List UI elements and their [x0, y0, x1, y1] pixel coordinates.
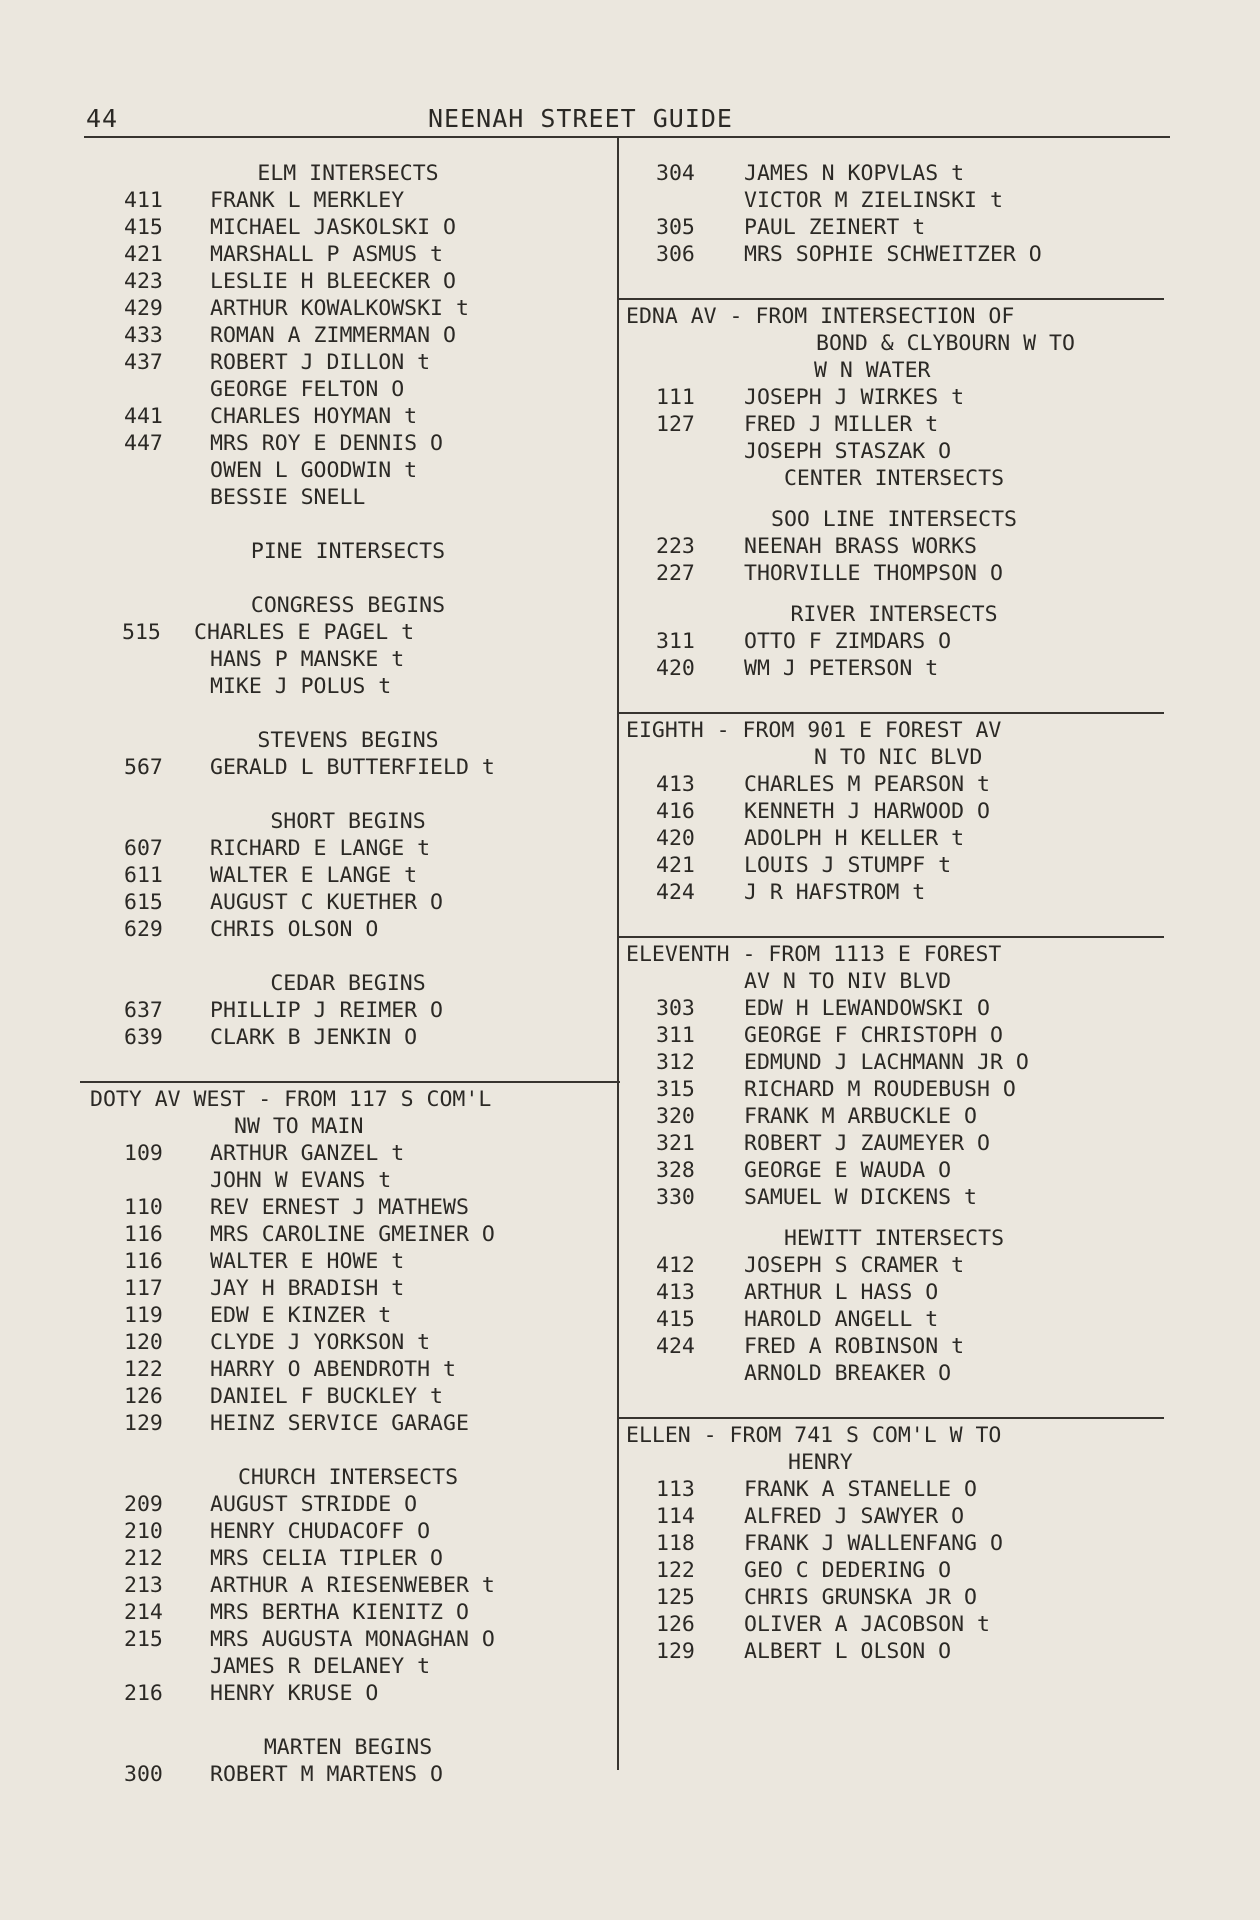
- resident-name: FRANK M ARBUCKLE O: [744, 1104, 977, 1129]
- directory-entry: [84, 1599, 612, 1626]
- resident-name: WM J PETERSON t: [744, 656, 939, 681]
- resident-name: ROBERT J ZAUMEYER O: [744, 1131, 990, 1156]
- house-number: 216: [124, 1681, 163, 1706]
- directory-entry: [624, 879, 1164, 906]
- directory-entry: [84, 1518, 612, 1545]
- spacer: [84, 943, 612, 970]
- spacer: [624, 268, 1164, 295]
- resident-name: GEORGE FELTON O: [210, 377, 405, 402]
- house-number: 114: [656, 1504, 695, 1529]
- resident-name: ARTHUR GANZEL t: [210, 1141, 405, 1166]
- directory-entry: [84, 1491, 612, 1518]
- directory-entry: [84, 1572, 612, 1599]
- house-number: 116: [124, 1249, 163, 1274]
- street-heading: EDNA AV - FROM INTERSECTION OF: [626, 304, 1015, 329]
- header-rule: [84, 136, 1170, 138]
- resident-name: ADOLPH H KELLER t: [744, 826, 965, 851]
- house-number: 413: [656, 1280, 695, 1305]
- resident-name: ROBERT M MARTENS O: [210, 1762, 443, 1787]
- house-number: 214: [124, 1600, 163, 1625]
- section-heading: HEWITT INTERSECTS: [783, 1226, 1005, 1251]
- resident-name: MRS BERTHA KIENITZ O: [210, 1600, 469, 1625]
- house-number: 209: [124, 1492, 163, 1517]
- directory-entry: [84, 1302, 612, 1329]
- house-number: 424: [656, 880, 695, 905]
- resident-name: PAUL ZEINERT t: [744, 215, 926, 240]
- resident-name: JAMES R DELANEY t: [210, 1654, 431, 1679]
- house-number: 120: [124, 1330, 163, 1355]
- section-rule: [618, 712, 1164, 714]
- directory-entry: [84, 1140, 612, 1167]
- directory-entry: [624, 438, 1164, 465]
- house-number: 415: [656, 1307, 695, 1332]
- house-number: 423: [124, 269, 163, 294]
- section-heading: PINE INTERSECTS: [250, 539, 446, 564]
- house-number: 111: [656, 385, 695, 410]
- house-number: 611: [124, 863, 163, 888]
- resident-name: WALTER E HOWE t: [210, 1249, 405, 1274]
- section-rule: [618, 298, 1164, 300]
- resident-name: EDW E KINZER t: [210, 1303, 392, 1328]
- right-column: [624, 160, 1164, 1665]
- directory-entry: [84, 1761, 612, 1788]
- house-number: 304: [656, 161, 695, 186]
- resident-name: KENNETH J HARWOOD O: [744, 799, 990, 824]
- resident-name: WALTER E LANGE t: [210, 863, 418, 888]
- resident-name: GEO C DEDERING O: [744, 1558, 952, 1583]
- resident-name: MARSHALL P ASMUS t: [210, 242, 443, 267]
- resident-name: SAMUEL W DICKENS t: [744, 1185, 977, 1210]
- resident-name: PHILLIP J REIMER O: [210, 998, 443, 1023]
- directory-entry: [84, 1275, 612, 1302]
- resident-name: JAY H BRADISH t: [210, 1276, 405, 1301]
- house-number: 227: [656, 561, 695, 586]
- resident-name: JAMES N KOPVLAS t: [744, 161, 965, 186]
- house-number: 129: [124, 1411, 163, 1436]
- street-heading-continued: HENRY: [788, 1450, 853, 1475]
- resident-name: EDMUND J LACHMANN JR O: [744, 1050, 1029, 1075]
- resident-name: ARTHUR A RIESENWEBER t: [210, 1573, 495, 1598]
- resident-name: THORVILLE THOMPSON O: [744, 561, 1003, 586]
- house-number: 223: [656, 534, 695, 559]
- resident-name: ARTHUR L HASS O: [744, 1280, 939, 1305]
- directory-entry: [624, 655, 1164, 682]
- rule-anchor: [624, 1414, 1164, 1422]
- resident-name: HANS P MANSKE t: [210, 647, 405, 672]
- section-heading: CONGRESS BEGINS: [250, 593, 446, 618]
- spacer: [624, 587, 1164, 601]
- street-heading: ELLEN - FROM 741 S COM'L W TO: [626, 1423, 1002, 1448]
- resident-name: HARRY O ABENDROTH t: [210, 1357, 456, 1382]
- directory-entry: [624, 1360, 1164, 1387]
- resident-name: HENRY KRUSE O: [210, 1681, 379, 1706]
- section-heading: CHURCH INTERSECTS: [237, 1465, 459, 1490]
- house-number: 127: [656, 412, 695, 437]
- house-number: 116: [124, 1222, 163, 1247]
- street-heading: DOTY AV WEST - FROM 117 S COM'L: [90, 1087, 492, 1112]
- section-heading: MARTEN BEGINS: [263, 1735, 433, 1760]
- house-number: 215: [124, 1627, 163, 1652]
- resident-name: MICHAEL JASKOLSKI O: [210, 215, 456, 240]
- section-rule: [618, 936, 1164, 938]
- resident-name: LOUIS J STUMPF t: [744, 853, 952, 878]
- resident-name: MRS CAROLINE GMEINER O: [210, 1222, 495, 1247]
- house-number: 126: [656, 1612, 695, 1637]
- directory-entry: [84, 484, 612, 511]
- resident-name: MRS AUGUSTA MONAGHAN O: [210, 1627, 495, 1652]
- resident-name: AUGUST STRIDDE O: [210, 1492, 418, 1517]
- directory-entry: [624, 825, 1164, 852]
- house-number: 515: [122, 620, 161, 645]
- spacer: [624, 1387, 1164, 1414]
- house-number: 639: [124, 1025, 163, 1050]
- directory-entry: [84, 1221, 612, 1248]
- house-number: 109: [124, 1141, 163, 1166]
- resident-name: JOHN W EVANS t: [210, 1168, 392, 1193]
- resident-name: FRED A ROBINSON t: [744, 1334, 965, 1359]
- directory-entry: [84, 1329, 612, 1356]
- directory-entry: [624, 1611, 1164, 1638]
- resident-name: CLYDE J YORKSON t: [210, 1330, 431, 1355]
- directory-entry: [624, 1103, 1164, 1130]
- directory-entry: [84, 376, 612, 403]
- resident-name: ARTHUR KOWALKOWSKI t: [210, 296, 469, 321]
- resident-name: FRED J MILLER t: [744, 412, 939, 437]
- resident-name: CLARK B JENKIN O: [210, 1025, 418, 1050]
- house-number: 424: [656, 1334, 695, 1359]
- resident-name: CHARLES M PEARSON t: [744, 772, 990, 797]
- directory-entry: [624, 214, 1164, 241]
- directory-entry: [84, 1410, 612, 1437]
- house-number: 330: [656, 1185, 695, 1210]
- resident-name: HEINZ SERVICE GARAGE: [210, 1411, 469, 1436]
- spacer: [84, 511, 612, 538]
- directory-entry: [624, 533, 1164, 560]
- column-divider: [617, 138, 619, 1770]
- directory-entry: [84, 889, 612, 916]
- directory-entry: [624, 1584, 1164, 1611]
- house-number: 110: [124, 1195, 163, 1220]
- resident-name: ARNOLD BREAKER O: [744, 1361, 952, 1386]
- directory-entry: [84, 295, 612, 322]
- directory-entry: [624, 1306, 1164, 1333]
- directory-entry: [624, 1130, 1164, 1157]
- resident-name: AUGUST C KUETHER O: [210, 890, 443, 915]
- section-rule: [80, 1081, 620, 1083]
- street-heading-continued: BOND & CLYBOURN W TO: [816, 331, 1075, 356]
- house-number: 413: [656, 772, 695, 797]
- resident-name: BESSIE SNELL: [210, 485, 366, 510]
- house-number: 421: [124, 242, 163, 267]
- directory-entry: [624, 1557, 1164, 1584]
- resident-name: HENRY CHUDACOFF O: [210, 1519, 431, 1544]
- resident-name: GERALD L BUTTERFIELD t: [210, 755, 495, 780]
- directory-entry: [84, 214, 612, 241]
- house-number: 416: [656, 799, 695, 824]
- resident-name: CHARLES E PAGEL t: [194, 620, 415, 645]
- directory-entry: [84, 241, 612, 268]
- house-number: 421: [656, 853, 695, 878]
- resident-name: FRANK J WALLENFANG O: [744, 1531, 1003, 1556]
- resident-name: CHRIS GRUNSKA JR O: [744, 1585, 977, 1610]
- street-heading-continued: N TO NIC BLVD: [814, 745, 983, 770]
- house-number: 615: [124, 890, 163, 915]
- directory-entry: [624, 187, 1164, 214]
- directory-entry: [84, 754, 612, 781]
- street-heading-continued: W N WATER: [814, 358, 931, 383]
- resident-name: ALFRED J SAWYER O: [744, 1504, 965, 1529]
- directory-entry: [84, 430, 612, 457]
- house-number: 411: [124, 188, 163, 213]
- directory-entry: [84, 646, 612, 673]
- rule-anchor: [624, 295, 1164, 303]
- resident-name: ROMAN A ZIMMERMAN O: [210, 323, 456, 348]
- directory-entry: [624, 384, 1164, 411]
- spacer: [624, 906, 1164, 933]
- directory-entry: [624, 1333, 1164, 1360]
- directory-entry: [624, 1022, 1164, 1049]
- directory-entry: [624, 771, 1164, 798]
- house-number: 117: [124, 1276, 163, 1301]
- directory-entry: [624, 241, 1164, 268]
- house-number: 113: [656, 1477, 695, 1502]
- house-number: 118: [656, 1531, 695, 1556]
- directory-entry: [624, 1049, 1164, 1076]
- directory-entry: [624, 1530, 1164, 1557]
- house-number: 320: [656, 1104, 695, 1129]
- directory-entry: [84, 187, 612, 214]
- spacer: [84, 781, 612, 808]
- house-number: 312: [656, 1050, 695, 1075]
- directory-entry: [624, 1476, 1164, 1503]
- directory-entry: [84, 1653, 612, 1680]
- resident-name: GEORGE F CHRISTOPH O: [744, 1023, 1003, 1048]
- directory-entry: [84, 349, 612, 376]
- section-heading: STEVENS BEGINS: [257, 728, 439, 753]
- resident-name: GEORGE E WAUDA O: [744, 1158, 952, 1183]
- directory-entry: [624, 411, 1164, 438]
- house-number: 433: [124, 323, 163, 348]
- house-number: 129: [656, 1639, 695, 1664]
- house-number: 567: [124, 755, 163, 780]
- house-number: 447: [124, 431, 163, 456]
- section-heading: CENTER INTERSECTS: [783, 466, 1005, 491]
- street-heading-continued: AV N TO NIV BLVD: [744, 969, 952, 994]
- spacer: [84, 565, 612, 592]
- directory-entry: [624, 798, 1164, 825]
- house-number: 420: [656, 826, 695, 851]
- directory-entry: [624, 1252, 1164, 1279]
- page-number: 44: [86, 104, 119, 133]
- house-number: 315: [656, 1077, 695, 1102]
- directory-entry: [84, 1194, 612, 1221]
- directory-entry: [624, 628, 1164, 655]
- spacer: [624, 1211, 1164, 1225]
- house-number: 637: [124, 998, 163, 1023]
- house-number: 122: [656, 1558, 695, 1583]
- resident-name: RICHARD M ROUDEBUSH O: [744, 1077, 1016, 1102]
- rule-anchor: [624, 709, 1164, 717]
- directory-entry: [84, 997, 612, 1024]
- running-header: NEENAH STREET GUIDE: [428, 104, 733, 133]
- resident-name: MRS ROY E DENNIS O: [210, 431, 443, 456]
- street-heading: ELEVENTH - FROM 1113 E FOREST: [626, 942, 1002, 967]
- house-number: 311: [656, 629, 695, 654]
- spacer: [624, 682, 1164, 709]
- house-number: 415: [124, 215, 163, 240]
- directory-entry: [624, 560, 1164, 587]
- directory-entry: [84, 268, 612, 295]
- directory-entry: [84, 1626, 612, 1653]
- house-number: 311: [656, 1023, 695, 1048]
- left-column: [84, 160, 612, 1788]
- directory-entry: [624, 1157, 1164, 1184]
- resident-name: MRS SOPHIE SCHWEITZER O: [744, 242, 1042, 267]
- resident-name: OLIVER A JACOBSON t: [744, 1612, 990, 1637]
- directory-entry: [84, 322, 612, 349]
- house-number: 306: [656, 242, 695, 267]
- house-number: 303: [656, 996, 695, 1021]
- house-number: 412: [656, 1253, 695, 1278]
- directory-entry: [84, 1167, 612, 1194]
- resident-name: VICTOR M ZIELINSKI t: [744, 188, 1003, 213]
- directory-entry: [624, 852, 1164, 879]
- resident-name: DANIEL F BUCKLEY t: [210, 1384, 443, 1409]
- resident-name: NEENAH BRASS WORKS: [744, 534, 977, 559]
- directory-entry: [84, 619, 612, 646]
- spacer: [84, 1707, 612, 1734]
- resident-name: JOSEPH STASZAK O: [744, 439, 952, 464]
- resident-name: MIKE J POLUS t: [210, 674, 392, 699]
- directory-entry: [624, 160, 1164, 187]
- section-heading: CEDAR BEGINS: [270, 971, 426, 996]
- directory-entry: [84, 862, 612, 889]
- resident-name: JOSEPH J WIRKES t: [744, 385, 965, 410]
- house-number: 328: [656, 1158, 695, 1183]
- resident-name: EDW H LEWANDOWSKI O: [744, 996, 990, 1021]
- directory-entry: [84, 1356, 612, 1383]
- house-number: 126: [124, 1384, 163, 1409]
- directory-entry: [624, 995, 1164, 1022]
- spacer: [84, 1051, 612, 1078]
- resident-name: JOSEPH S CRAMER t: [744, 1253, 965, 1278]
- directory-entry: [84, 835, 612, 862]
- resident-name: ROBERT J DILLON t: [210, 350, 431, 375]
- house-number: 212: [124, 1546, 163, 1571]
- section-rule: [618, 1417, 1164, 1419]
- rule-anchor: [624, 933, 1164, 941]
- directory-entry: [624, 1638, 1164, 1665]
- resident-name: RICHARD E LANGE t: [210, 836, 431, 861]
- directory-entry: [84, 1024, 612, 1051]
- spacer: [84, 1437, 612, 1464]
- resident-name: ALBERT L OLSON O: [744, 1639, 952, 1664]
- house-number: 420: [656, 656, 695, 681]
- house-number: 122: [124, 1357, 163, 1382]
- resident-name: LESLIE H BLEECKER O: [210, 269, 456, 294]
- resident-name: FRANK A STANELLE O: [744, 1477, 977, 1502]
- rule-anchor: [84, 1078, 612, 1086]
- directory-entry: [624, 1184, 1164, 1211]
- house-number: 429: [124, 296, 163, 321]
- house-number: 629: [124, 917, 163, 942]
- street-heading: EIGHTH - FROM 901 E FOREST AV: [626, 718, 1002, 743]
- resident-name: FRANK L MERKLEY: [210, 188, 405, 213]
- resident-name: HAROLD ANGELL t: [744, 1307, 939, 1332]
- directory-entry: [84, 1545, 612, 1572]
- house-number: 210: [124, 1519, 163, 1544]
- section-heading: RIVER INTERSECTS: [790, 602, 998, 627]
- directory-entry: [84, 916, 612, 943]
- section-heading: ELM INTERSECTS: [257, 161, 439, 186]
- resident-name: CHRIS OLSON O: [210, 917, 379, 942]
- resident-name: REV ERNEST J MATHEWS: [210, 1195, 469, 1220]
- resident-name: J R HAFSTROM t: [744, 880, 926, 905]
- directory-entry: [624, 1279, 1164, 1306]
- resident-name: OTTO F ZIMDARS O: [744, 629, 952, 654]
- house-number: 300: [124, 1762, 163, 1787]
- directory-entry: [84, 403, 612, 430]
- spacer: [84, 700, 612, 727]
- house-number: 213: [124, 1573, 163, 1598]
- directory-entry: [624, 1503, 1164, 1530]
- house-number: 119: [124, 1303, 163, 1328]
- directory-entry: [624, 1076, 1164, 1103]
- house-number: 437: [124, 350, 163, 375]
- directory-entry: [84, 457, 612, 484]
- section-heading: SOO LINE INTERSECTS: [771, 507, 1017, 532]
- street-heading-continued: NW TO MAIN: [234, 1114, 364, 1139]
- house-number: 321: [656, 1131, 695, 1156]
- resident-name: CHARLES HOYMAN t: [210, 404, 418, 429]
- house-number: 441: [124, 404, 163, 429]
- directory-entry: [84, 1383, 612, 1410]
- directory-entry: [84, 1248, 612, 1275]
- house-number: 305: [656, 215, 695, 240]
- house-number: 125: [656, 1585, 695, 1610]
- house-number: 607: [124, 836, 163, 861]
- resident-name: OWEN L GOODWIN t: [210, 458, 418, 483]
- section-heading: SHORT BEGINS: [270, 809, 426, 834]
- directory-entry: [84, 673, 612, 700]
- directory-entry: [84, 1680, 612, 1707]
- spacer: [624, 492, 1164, 506]
- resident-name: MRS CELIA TIPLER O: [210, 1546, 443, 1571]
